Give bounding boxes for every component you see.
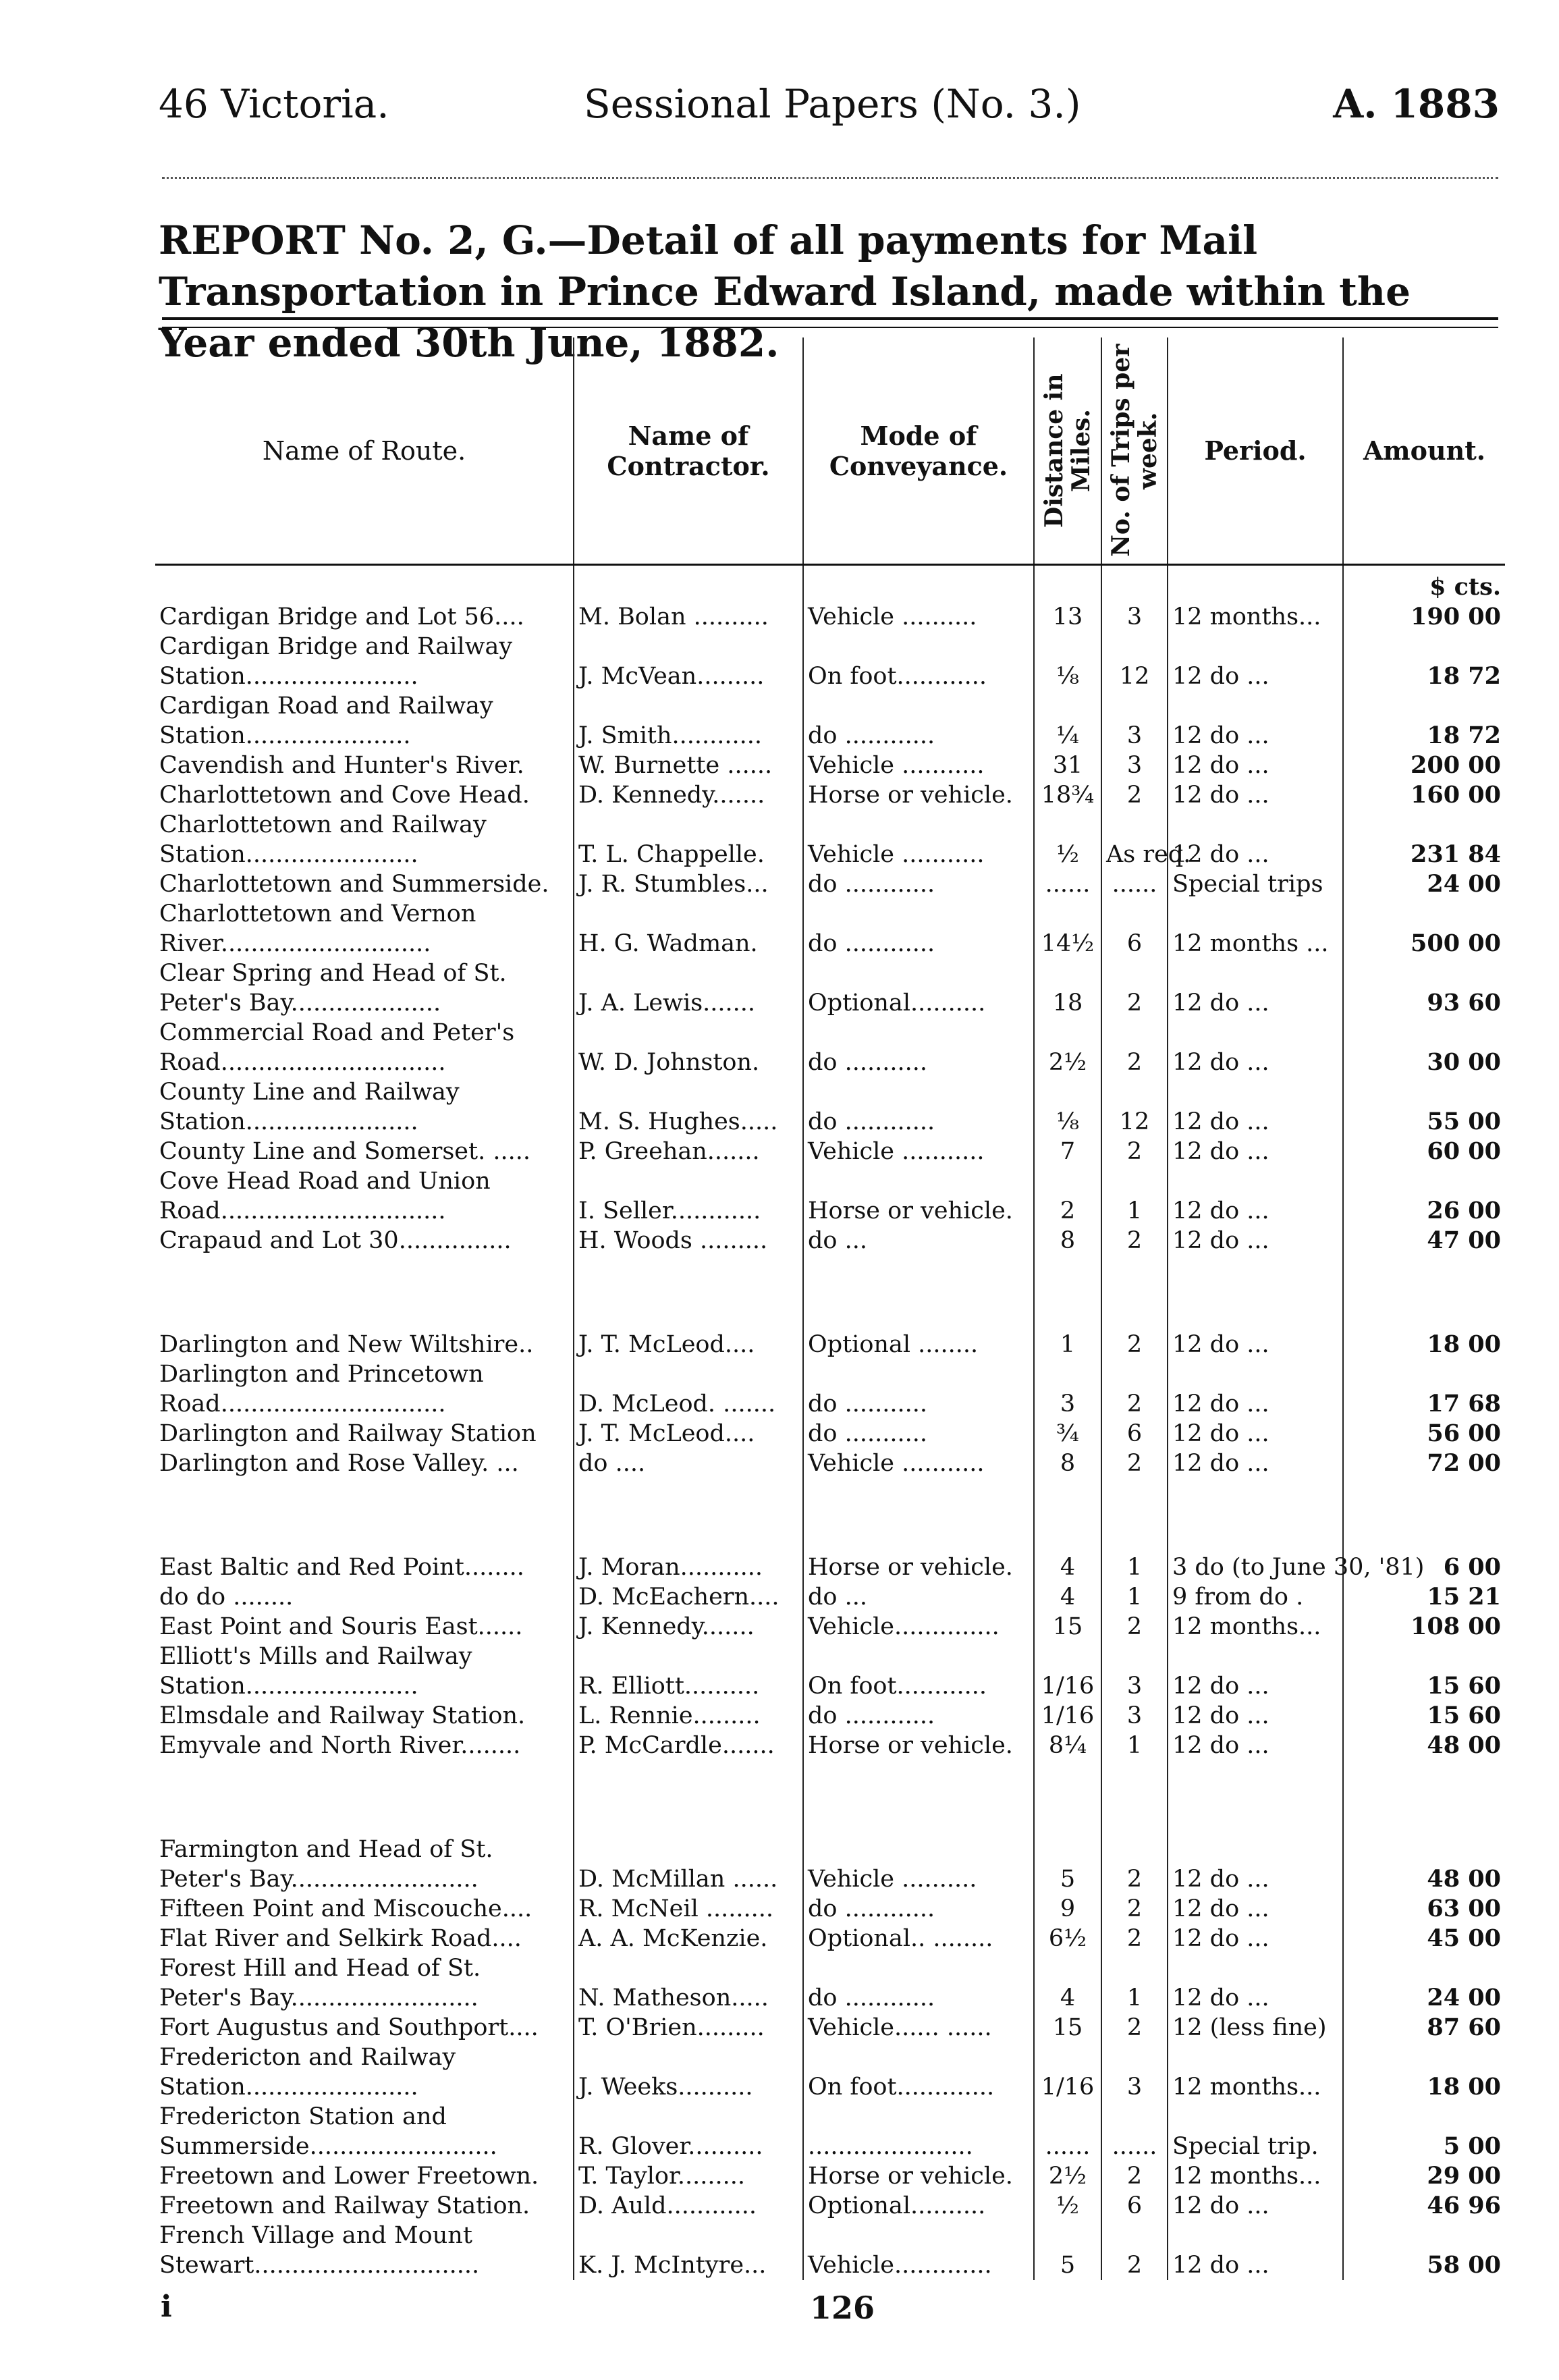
table-row (155, 958, 1505, 1018)
contractor-cell: N. Matheson..... (574, 1953, 803, 2013)
table-row (155, 1835, 1505, 1894)
distance-cell: ⅛ (1034, 1077, 1101, 1137)
period-cell: 12 do ... (1168, 1953, 1343, 2013)
mode-cell: Vehicle ........... (803, 1137, 1034, 1166)
route-cell: Elliott's Mills and Railway Station....................... (159, 1643, 472, 1700)
distance-cell: 4 (1034, 1953, 1101, 2013)
distance-cell: ...... (1034, 2102, 1101, 2161)
header-sessional-papers: Sessional Papers (No. 3.) (584, 81, 1081, 127)
trips-cell: 2 (1101, 1835, 1168, 1894)
trips-cell: 2 (1101, 1330, 1168, 1359)
route-cell: Darlington and Railway Station (159, 1420, 537, 1447)
header-year: A. 1883 (1333, 81, 1500, 127)
trips-cell: 12 (1101, 1077, 1168, 1137)
route-cell: Freetown and Railway Station. (159, 2192, 530, 2219)
route-cell: Crapaud and Lot 30............... (159, 1227, 512, 1254)
table-row (155, 1359, 1505, 1419)
route-cell: Flat River and Selkirk Road.... (159, 1925, 522, 1952)
period-cell: 12 do ... (1168, 632, 1343, 691)
contractor-cell: L. Rennie......... (574, 1701, 803, 1731)
contractor-cell: J. Weeks.......... (574, 2043, 803, 2102)
mode-cell: Vehicle .......... (803, 602, 1034, 632)
period-cell: 12 do ... (1168, 1731, 1343, 1760)
route-cell: Darlington and New Wiltshire.. (159, 1331, 534, 1358)
distance-cell: 18¾ (1034, 780, 1101, 810)
distance-cell: 1/16 (1034, 2043, 1101, 2102)
trips-cell: 2 (1101, 958, 1168, 1018)
amount-cell: 45 00 (1343, 1924, 1505, 1953)
amount-cell: 56 00 (1343, 1419, 1505, 1449)
trips-cell: 1 (1101, 1953, 1168, 2013)
section-gap (155, 1760, 1505, 1835)
amount-cell: 231 84 (1343, 810, 1505, 869)
mode-cell: Horse or vehicle. (803, 1552, 1034, 1582)
mode-cell: Vehicle...... ...... (803, 2013, 1034, 2043)
route-cell: Cavendish and Hunter's River. (159, 752, 524, 779)
trips-cell: 2 (1101, 780, 1168, 810)
table-row (155, 1582, 1505, 1612)
amount-cell: 24 00 (1343, 869, 1505, 899)
table-header-row (155, 337, 1505, 565)
distance-cell: ...... (1034, 869, 1101, 899)
table-row (155, 1449, 1505, 1478)
table-row (155, 1924, 1505, 1953)
mode-cell: Horse or vehicle. (803, 780, 1034, 810)
amount-cell: 500 00 (1343, 899, 1505, 958)
table-row (155, 1953, 1505, 2013)
mode-cell: do ............ (803, 691, 1034, 751)
distance-cell: 3 (1034, 1359, 1101, 1419)
table-row (155, 1701, 1505, 1731)
distance-cell: 31 (1034, 751, 1101, 780)
amount-cell: 160 00 (1343, 780, 1505, 810)
period-cell: 12 do ... (1168, 1137, 1343, 1166)
period-cell: 12 do ... (1168, 1835, 1343, 1894)
period-cell: 12 do ... (1168, 1226, 1343, 1255)
table-row (155, 602, 1505, 632)
amount-cell: 18 72 (1343, 632, 1505, 691)
distance-cell: 4 (1034, 1582, 1101, 1612)
amount-cell: 108 00 (1343, 1612, 1505, 1642)
period-cell: Special trips (1168, 869, 1343, 899)
table-row (155, 1166, 1505, 1226)
mode-cell: Optional ........ (803, 1330, 1034, 1359)
period-cell: 12 do ... (1168, 958, 1343, 1018)
trips-cell: 2 (1101, 2161, 1168, 2191)
period-cell: 12 do ... (1168, 1077, 1343, 1137)
amount-cell: 60 00 (1343, 1137, 1505, 1166)
distance-cell: 8 (1034, 1449, 1101, 1478)
contractor-cell: J. R. Stumbles... (574, 869, 803, 899)
amount-cell: 15 60 (1343, 1642, 1505, 1701)
route-cell: East Baltic and Red Point........ (159, 1554, 524, 1581)
distance-cell: 5 (1034, 2221, 1101, 2280)
table-row (155, 751, 1505, 780)
table-row (155, 2191, 1505, 2221)
distance-cell: 4 (1034, 1552, 1101, 1582)
period-cell: 12 months... (1168, 2043, 1343, 2102)
header-volume: 46 Victoria. (159, 81, 389, 127)
mode-cell: do ............ (803, 869, 1034, 899)
trips-cell: ...... (1101, 869, 1168, 899)
amount-cell: 72 00 (1343, 1449, 1505, 1478)
contractor-cell: H. G. Wadman. (574, 899, 803, 958)
route-cell: Elmsdale and Railway Station. (159, 1702, 526, 1729)
contractor-cell: D. Kennedy....... (574, 780, 803, 810)
route-cell: Clear Spring and Head of St. Peter's Bay.................... (159, 960, 507, 1017)
distance-cell: 13 (1034, 602, 1101, 632)
period-cell: 12 do ... (1168, 751, 1343, 780)
table-row (155, 1612, 1505, 1642)
table-row (155, 1419, 1505, 1449)
contractor-cell: J. T. McLeod.... (574, 1330, 803, 1359)
contractor-cell: J. T. McLeod.... (574, 1419, 803, 1449)
amount-cell: 15 60 (1343, 1701, 1505, 1731)
distance-cell: 2½ (1034, 1018, 1101, 1077)
contractor-cell: K. J. McIntyre... (574, 2221, 803, 2280)
route-cell: County Line and Somerset. ..... (159, 1138, 530, 1165)
period-cell: 12 do ... (1168, 2221, 1343, 2280)
trips-cell: 6 (1101, 2191, 1168, 2221)
contractor-cell: D. McEachern.... (574, 1582, 803, 1612)
page-number: 126 (810, 2290, 875, 2326)
distance-cell: 5 (1034, 1835, 1101, 1894)
mode-cell: Optional.......... (803, 958, 1034, 1018)
table-row (155, 2013, 1505, 2043)
page-header (0, 81, 1559, 142)
route-cell: Forest Hill and Head of St. Peter's Bay......................... (159, 1955, 481, 2011)
contractor-cell: H. Woods ......... (574, 1226, 803, 1255)
period-cell: 12 do ... (1168, 1330, 1343, 1359)
amount-cell: 18 00 (1343, 1330, 1505, 1359)
route-cell: Darlington and Princetown Road.............................. (159, 1361, 484, 1417)
mode-cell: do ........... (803, 1359, 1034, 1419)
amount-cell: 47 00 (1343, 1226, 1505, 1255)
amount-cell: 48 00 (1343, 1731, 1505, 1760)
period-cell: 12 do ... (1168, 780, 1343, 810)
route-cell: Cardigan Bridge and Railway Station....................... (159, 633, 513, 690)
section-gap (155, 1255, 1505, 1330)
route-cell: Charlottetown and Cove Head. (159, 782, 530, 809)
table-row (155, 2161, 1505, 2191)
trips-cell: 6 (1101, 1419, 1168, 1449)
trips-cell: 2 (1101, 2221, 1168, 2280)
mode-cell: On foot............ (803, 632, 1034, 691)
contractor-cell: J. Smith............ (574, 691, 803, 751)
contractor-cell: T. O'Brien......... (574, 2013, 803, 2043)
route-cell: East Point and Souris East...... (159, 1613, 523, 1640)
trips-cell: 12 (1101, 632, 1168, 691)
period-cell: 12 months... (1168, 2161, 1343, 2191)
table-row (155, 2043, 1505, 2102)
mode-cell: do ... (803, 1226, 1034, 1255)
period-cell: 12 do ... (1168, 1924, 1343, 1953)
contractor-cell: D. McMillan ...... (574, 1835, 803, 1894)
contractor-cell: P. Greehan....... (574, 1137, 803, 1166)
table-row (155, 869, 1505, 899)
contractor-cell: M. S. Hughes..... (574, 1077, 803, 1137)
route-cell: Cardigan Road and Railway Station...................... (159, 693, 493, 749)
trips-cell: 2 (1101, 1137, 1168, 1166)
table-row (155, 899, 1505, 958)
amount-cell: 6 00 (1343, 1552, 1505, 1582)
period-cell: 12 do ... (1168, 1894, 1343, 1924)
distance-cell: 18 (1034, 958, 1101, 1018)
table-row (155, 780, 1505, 810)
amount-cell: 5 00 (1343, 2102, 1505, 2161)
table-row (155, 1731, 1505, 1760)
trips-cell: 2 (1101, 1018, 1168, 1077)
mode-cell: Horse or vehicle. (803, 1731, 1034, 1760)
period-cell: 12 (less fine) (1168, 2013, 1343, 2043)
mode-cell: On foot............. (803, 2043, 1034, 2102)
distance-cell: 2½ (1034, 2161, 1101, 2191)
distance-cell: ½ (1034, 810, 1101, 869)
trips-cell: 3 (1101, 1701, 1168, 1731)
distance-cell: 1/16 (1034, 1642, 1101, 1701)
contractor-cell: T. L. Chappelle. (574, 810, 803, 869)
amount-cell: 29 00 (1343, 2161, 1505, 2191)
table-row (155, 691, 1505, 751)
contractor-cell: D. McLeod. ....... (574, 1359, 803, 1419)
trips-cell: 2 (1101, 1359, 1168, 1419)
period-cell: 12 do ... (1168, 1166, 1343, 1226)
route-cell: Cove Head Road and Union Road.............................. (159, 1168, 491, 1224)
table-row (155, 1137, 1505, 1166)
trips-cell: 3 (1101, 2043, 1168, 2102)
mode-cell: Vehicle ........... (803, 810, 1034, 869)
period-cell: 12 do ... (1168, 1018, 1343, 1077)
contractor-cell: do .... (574, 1449, 803, 1478)
table-row (155, 632, 1505, 691)
period-cell: 12 months... (1168, 602, 1343, 632)
route-cell: do do ........ (159, 1584, 294, 1611)
contractor-cell: D. Auld............ (574, 2191, 803, 2221)
mode-cell: do ........... (803, 1018, 1034, 1077)
amount-cell: 26 00 (1343, 1166, 1505, 1226)
mail-transportation-table (155, 337, 1505, 2280)
units-row (155, 565, 1505, 603)
header-divider (162, 177, 1498, 179)
period-cell: 12 do ... (1168, 1449, 1343, 1478)
mode-cell: do ............ (803, 1077, 1034, 1137)
trips-cell: 2 (1101, 1612, 1168, 1642)
period-cell: Special trip. (1168, 2102, 1343, 2161)
trips-cell: 3 (1101, 751, 1168, 780)
table-row (155, 2221, 1505, 2280)
trips-cell: ...... (1101, 2102, 1168, 2161)
distance-cell: 8¼ (1034, 1731, 1101, 1760)
route-cell: Darlington and Rose Valley. ... (159, 1450, 519, 1477)
mode-cell: do ............ (803, 899, 1034, 958)
route-cell: Fifteen Point and Miscouche.... (159, 1895, 532, 1922)
distance-cell: 6½ (1034, 1924, 1101, 1953)
column-header-period: Period. (1168, 337, 1343, 565)
distance-cell: 15 (1034, 2013, 1101, 2043)
trips-cell: 2 (1101, 1894, 1168, 1924)
period-cell: 12 do ... (1168, 810, 1343, 869)
route-cell: Farmington and Head of St. Peter's Bay......................... (159, 1836, 493, 1893)
contractor-cell: W. Burnette ...... (574, 751, 803, 780)
table-row (155, 1894, 1505, 1924)
contractor-cell: W. D. Johnston. (574, 1018, 803, 1077)
period-cell: 12 do ... (1168, 1359, 1343, 1419)
mode-cell: Vehicle............. (803, 2221, 1034, 2280)
table-row (155, 1226, 1505, 1255)
period-cell: 12 do ... (1168, 1419, 1343, 1449)
amount-cell: 46 96 (1343, 2191, 1505, 2221)
mode-cell: Vehicle ........... (803, 751, 1034, 780)
route-cell: County Line and Railway Station....................... (159, 1079, 460, 1135)
route-cell: Charlottetown and Summerside. (159, 871, 549, 898)
amount-cell: 17 68 (1343, 1359, 1505, 1419)
amount-cell: 18 00 (1343, 2043, 1505, 2102)
table-row (155, 1330, 1505, 1359)
distance-cell: ¾ (1034, 1419, 1101, 1449)
period-cell: 12 months... (1168, 1612, 1343, 1642)
amount-cell: 58 00 (1343, 2221, 1505, 2280)
distance-cell: 15 (1034, 1612, 1101, 1642)
route-cell: Freetown and Lower Freetown. (159, 2163, 539, 2190)
period-cell: 3 do (to June 30, '81) (1168, 1552, 1343, 1582)
amount-cell: 87 60 (1343, 2013, 1505, 2043)
contractor-cell: I. Seller............ (574, 1166, 803, 1226)
table-row (155, 1552, 1505, 1582)
table-body (155, 565, 1505, 2281)
mode-cell: On foot............ (803, 1642, 1034, 1701)
period-cell: 12 do ... (1168, 1701, 1343, 1731)
contractor-cell: A. A. McKenzie. (574, 1924, 803, 1953)
distance-cell: 8 (1034, 1226, 1101, 1255)
mode-cell: Horse or vehicle. (803, 1166, 1034, 1226)
mode-cell: Vehicle.............. (803, 1612, 1034, 1642)
table-row (155, 810, 1505, 869)
trips-cell: 2 (1101, 1449, 1168, 1478)
mode-cell: ...................... (803, 2102, 1034, 2161)
amount-cell: 15 21 (1343, 1582, 1505, 1612)
table-row (155, 1018, 1505, 1077)
trips-cell: 1 (1101, 1166, 1168, 1226)
amount-cell: 30 00 (1343, 1018, 1505, 1077)
route-cell: Fredericton Station and Summerside......................... (159, 2103, 497, 2160)
period-cell: 12 do ... (1168, 2191, 1343, 2221)
distance-cell: 14½ (1034, 899, 1101, 958)
contractor-cell: J. Moran........... (574, 1552, 803, 1582)
amount-cell: 200 00 (1343, 751, 1505, 780)
amount-cell: 55 00 (1343, 1077, 1505, 1137)
contractor-cell: R. Glover.......... (574, 2102, 803, 2161)
trips-cell: 3 (1101, 1642, 1168, 1701)
contractor-cell: J. Kennedy....... (574, 1612, 803, 1642)
amount-cell: 24 00 (1343, 1953, 1505, 2013)
route-cell: Charlottetown and Railway Station....................... (159, 811, 487, 868)
title-divider (162, 317, 1498, 328)
period-cell: 12 do ... (1168, 1642, 1343, 1701)
mode-cell: Vehicle ........... (803, 1449, 1034, 1478)
mode-cell: Horse or vehicle. (803, 2161, 1034, 2191)
column-header-trips: No. of Trips per week. (1101, 337, 1168, 565)
contractor-cell: T. Taylor......... (574, 2161, 803, 2191)
section-gap (155, 1478, 1505, 1552)
distance-cell: 1/16 (1034, 1701, 1101, 1731)
period-cell: 12 do ... (1168, 691, 1343, 751)
amount-cell: 190 00 (1343, 602, 1505, 632)
contractor-cell: J. A. Lewis....... (574, 958, 803, 1018)
trips-cell: 3 (1101, 691, 1168, 751)
mode-cell: do ... (803, 1582, 1034, 1612)
route-cell: Fredericton and Railway Station....................... (159, 2044, 456, 2101)
mode-cell: do ............ (803, 1953, 1034, 2013)
table-row (155, 1642, 1505, 1701)
amount-cell: 93 60 (1343, 958, 1505, 1018)
amount-cell: 18 72 (1343, 691, 1505, 751)
contractor-cell: J. McVean......... (574, 632, 803, 691)
route-cell: Commercial Road and Peter's Road.............................. (159, 1019, 515, 1076)
contractor-cell: P. McCardle....... (574, 1731, 803, 1760)
amount-cell: 48 00 (1343, 1835, 1505, 1894)
distance-cell: 9 (1034, 1894, 1101, 1924)
trips-cell: 1 (1101, 1731, 1168, 1760)
mode-cell: do ............ (803, 1894, 1034, 1924)
column-header-mode: Mode of Conveyance. (803, 337, 1034, 565)
trips-cell: 1 (1101, 1552, 1168, 1582)
column-header-distance: Distance in Miles. (1034, 337, 1101, 565)
distance-cell: 7 (1034, 1137, 1101, 1166)
mode-cell: Vehicle .......... (803, 1835, 1034, 1894)
distance-cell: ¼ (1034, 691, 1101, 751)
mode-cell: do ........... (803, 1419, 1034, 1449)
route-cell: Fort Augustus and Southport.... (159, 2014, 539, 2041)
trips-cell: 6 (1101, 899, 1168, 958)
distance-cell: ⅛ (1034, 632, 1101, 691)
amount-units: $ cts. (1343, 565, 1505, 603)
route-cell: Cardigan Bridge and Lot 56.... (159, 603, 524, 630)
amount-cell: 63 00 (1343, 1894, 1505, 1924)
contractor-cell: R. McNeil ......... (574, 1894, 803, 1924)
mode-cell: Optional.......... (803, 2191, 1034, 2221)
period-cell: 9 from do . (1168, 1582, 1343, 1612)
trips-cell: 1 (1101, 1582, 1168, 1612)
column-header-route: Name of Route. (155, 337, 574, 565)
period-cell: 12 months ... (1168, 899, 1343, 958)
column-header-contractor: Name of Contractor. (574, 337, 803, 565)
trips-cell: 3 (1101, 602, 1168, 632)
mode-cell: do ............ (803, 1701, 1034, 1731)
distance-cell: ½ (1034, 2191, 1101, 2221)
distance-cell: 1 (1034, 1330, 1101, 1359)
trips-cell: 2 (1101, 1226, 1168, 1255)
report-title: REPORT No. 2, G.—Detail of all payments for Mail Transportation in Prince Edward Island, made within the Year ended 30th June, 1882. (159, 217, 1411, 366)
trips-cell: 2 (1101, 2013, 1168, 2043)
route-cell: Emyvale and North River........ (159, 1732, 521, 1759)
trips-cell: As req. (1101, 810, 1168, 869)
contractor-cell: M. Bolan .......... (574, 602, 803, 632)
table-row (155, 2102, 1505, 2161)
route-cell: French Village and Mount Stewart.............................. (159, 2222, 480, 2279)
distance-cell: 2 (1034, 1166, 1101, 1226)
contractor-cell: R. Elliott.......... (574, 1642, 803, 1701)
table-row (155, 1077, 1505, 1137)
route-cell: Charlottetown and Vernon River............................ (159, 900, 476, 957)
mode-cell: Optional.. ........ (803, 1924, 1034, 1953)
page-mark: i (161, 2290, 172, 2324)
trips-cell: 2 (1101, 1924, 1168, 1953)
column-header-amount: Amount. (1343, 337, 1505, 565)
